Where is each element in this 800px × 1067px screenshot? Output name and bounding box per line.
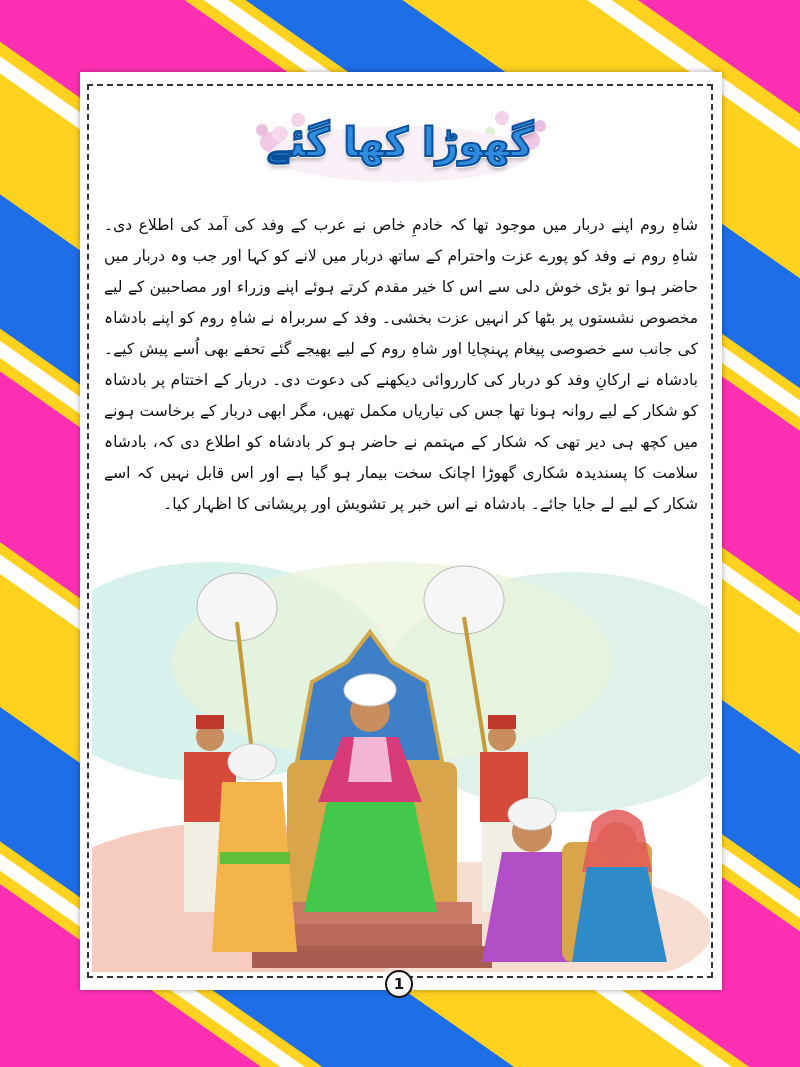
story-text [104, 210, 698, 520]
page-title: گھوڑا کھا گئے [266, 120, 534, 166]
page-number: 1 [385, 970, 413, 998]
title-banner [240, 102, 560, 202]
court-illustration [92, 552, 710, 972]
story-paragraph: شاہِ روم اپنے دربار میں موجود تھا کہ خادمِ خاص نے عرب کے وفد کی آمد کی اطلاع دی۔ شاہِ روم نے وفد کو پورے عزت واحترام کے ساتھ دربار میں لانے کو کہا اور جب وہ دربار میں حاضر ہوا تو بڑی خوش دلی سے اس کا خیر مقدم کرتے ہوئے اپنے وزراء اور مصاحبین کے لیے مخصوص نشستوں پر بٹھا کر انہیں عزت بخشی۔ وفد کے سربراہ نے شاہِ روم کو اپنے بادشاہ کی جانب سے خصوصی پیغام پہنچایا اور شاہِ روم کے لیے بھیجے گئے تحفے بھی اُسے پیش کیے۔ بادشاہ نے ارکانِ وفد کو دربار کی کارروائی دیکھنے کی دعوت دی۔ دربار کے اختتام پر بادشاہ کو شکار کے لیے روانہ ہونا تھا جس کی تیاریاں مکمل تھیں، مگر ابھی دربار کے برخاست ہونے میں کچھ ہی دیر تھی کہ شکار کے مہتمم نے حاضر ہو کر بادشاہ کو اطلاع دی کہ، بادشاہ سلامت کا پسندیدہ شکاری گھوڑا اچانک سخت بیمار ہو گیا ہے اور اس قابل نہیں کہ اسے شکار کے لیے لے جایا جائے۔ بادشاہ نے اس خبر پر تشویش اور پریشانی کا اظہار کیا۔ [104, 216, 698, 513]
story-page [80, 72, 722, 993]
